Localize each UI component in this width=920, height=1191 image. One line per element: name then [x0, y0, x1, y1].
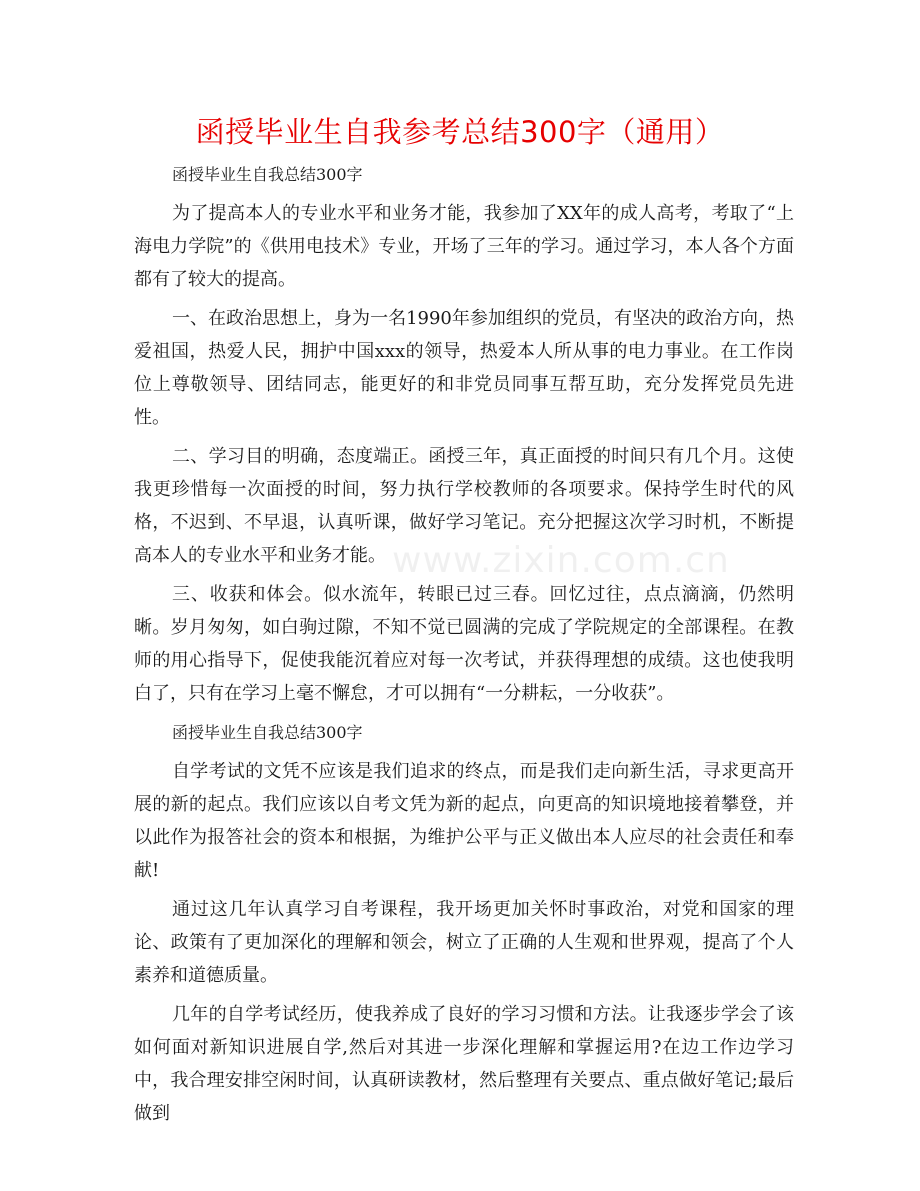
section-heading: 函授毕业生自我总结300字	[172, 165, 363, 184]
section-heading: 函授毕业生自我总结300字	[172, 723, 363, 742]
document-title: 函授毕业生自我参考总结300字（通用）	[195, 115, 725, 149]
paragraph: 几年的自学考试经历，使我养成了良好的学习习惯和方法。让我逐步学会了该如何面对新知识进展自学,然后对其进一步深化理解和掌握运用?在边工作边学习中，我合理安排空闲时间，认真研读教材，然后整理有关要点、重点做好笔记;最后做到	[134, 1004, 794, 1124]
document-body	[134, 158, 794, 1130]
paragraph: 一、在政治思想上，身为一名1990年参加组织的党员，有坚决的政治方向，热爱祖国，热爱人民，拥护中国xxx的领导，热爱本人所从事的电力事业。在工作岗位上尊敬领导、团结同志，能更好的和非党员同事互帮互助，充分发挥党员先进性。	[134, 308, 794, 428]
paragraph: 自学考试的文凭不应该是我们追求的终点，而是我们走向新生活，寻求更高开展的新的起点。我们应该以自考文凭为新的起点，向更高的知识境地接着攀登，并以此作为报答社会的资本和根据，为维护公平与正义做出本人应尽的社会责任和奉献!	[134, 761, 794, 881]
paragraph: 通过这几年认真学习自考课程，我开场更加关怀时事政治，对党和国家的理论、政策有了更加深化的理解和领会，树立了正确的人生观和世界观，提高了个人素养和道德质量。	[134, 899, 794, 986]
paragraph: 三、收获和体会。似水流年，转眼已过三春。回忆过往，点点滴滴，仍然明晰。岁月匆匆，如白驹过隙，不知不觉已圆满的完成了学院规定的全部课程。在教师的用心指导下，促使我能沉着应对每一次考试，并获得理想的成绩。这也使我明白了，只有在学习上毫不懈怠，才可以拥有“一分耕耘，一分收获”。	[134, 584, 794, 704]
paragraph: 二、学习目的明确，态度端正。函授三年，真正面授的时间只有几个月。这使我更珍惜每一次面授的时间，努力执行学校教师的各项要求。保持学生时代的风格，不迟到、不早退，认真听课，做好学习笔记。充分把握这次学习时机，不断提高本人的专业水平和业务才能。	[134, 446, 794, 566]
watermark: www.zixin.com.cn	[392, 540, 730, 581]
paragraph: 为了提高本人的专业水平和业务才能，我参加了XX年的成人高考，考取了“上海电力学院”的《供用电技术》专业，开场了三年的学习。通过学习，本人各个方面都有了较大的提高。	[134, 203, 794, 290]
